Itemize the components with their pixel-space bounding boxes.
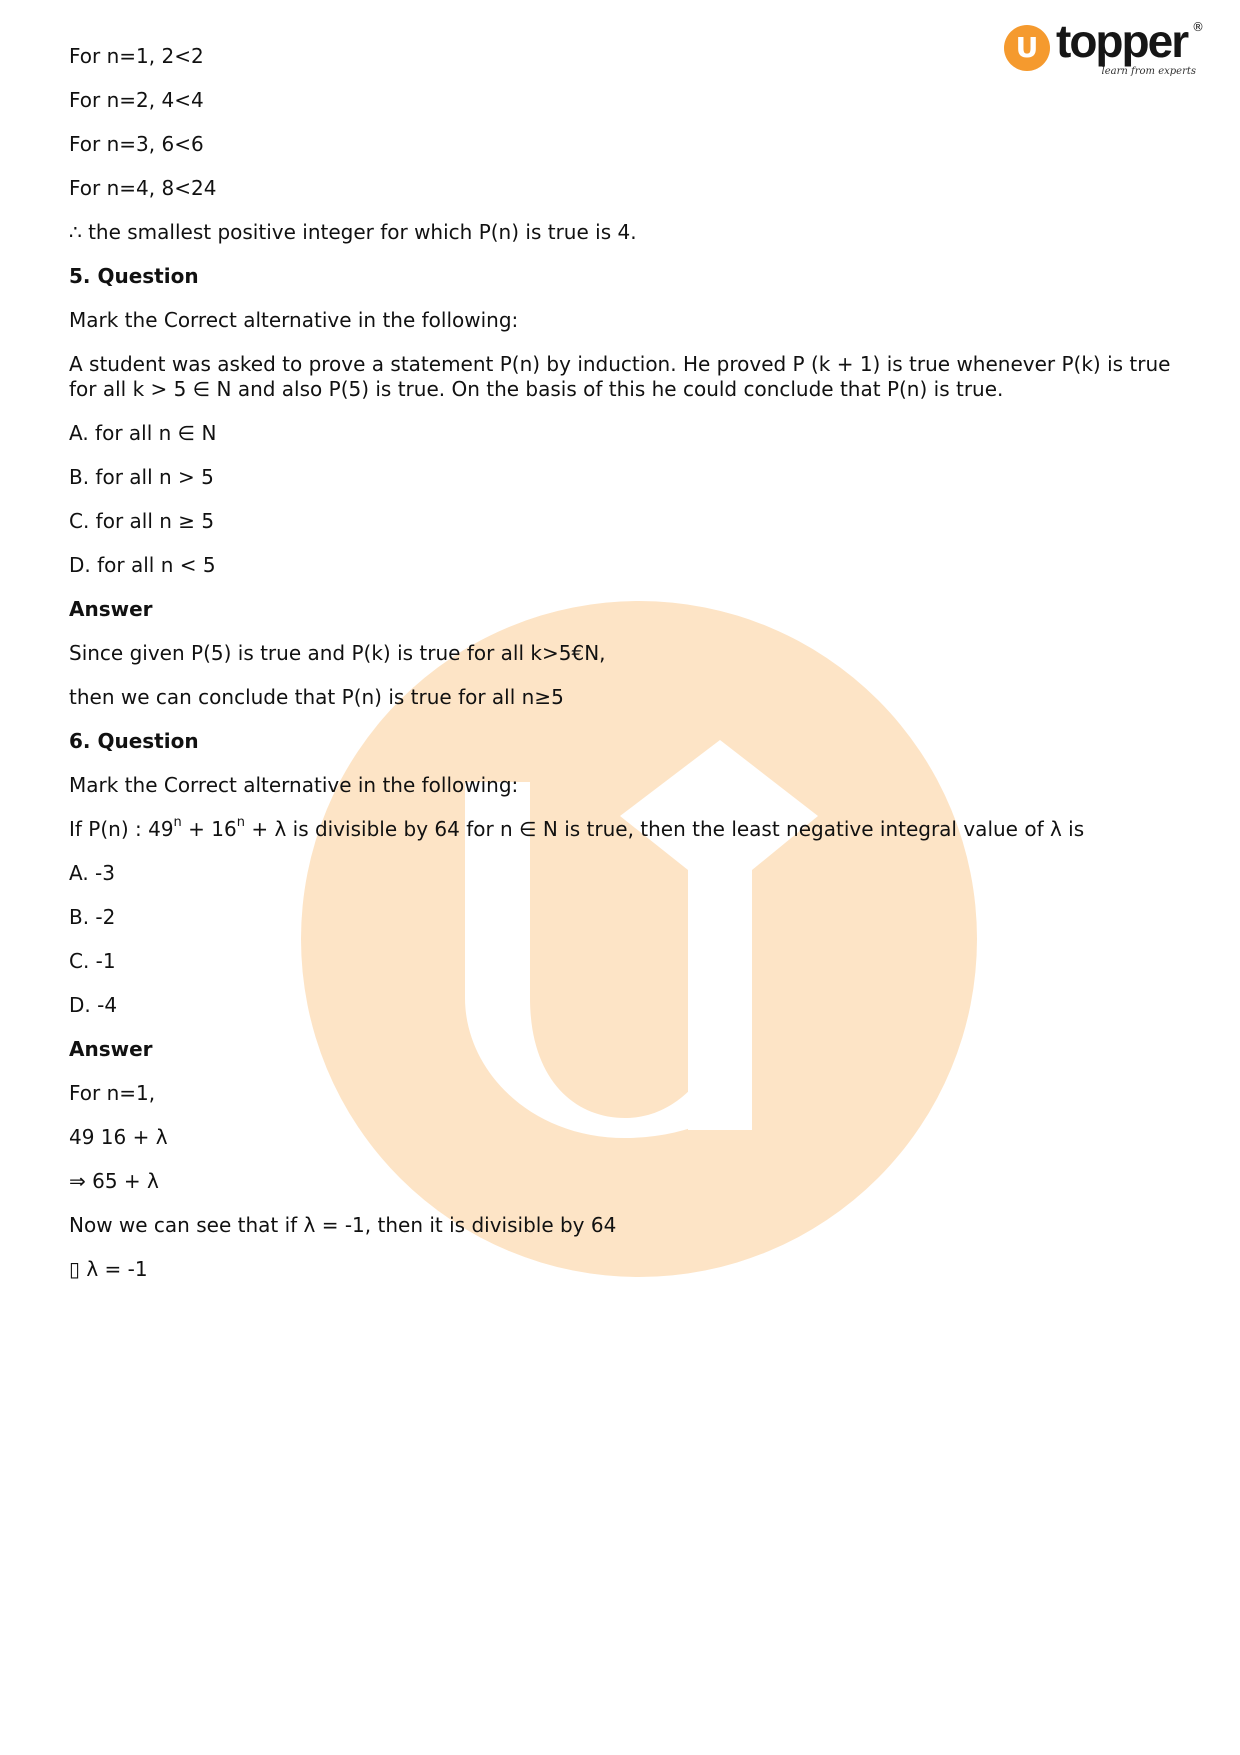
question-6-instruction: Mark the Correct alternative in the following: (69, 773, 519, 797)
question-6-answer-line: ▯ λ = -1 (69, 1257, 148, 1281)
question-5-answer-line: Since given P(5) is true and P(k) is true for all k>5€N, (69, 641, 606, 665)
question-5-answer-line: then we can conclude that P(n) is true for all n≥5 (69, 685, 564, 709)
topper-logo (1004, 15, 1204, 82)
question-5-option-c: C. for all n ≥ 5 (69, 509, 215, 533)
question-6-option-c: C. -1 (69, 949, 116, 973)
intro-line: For n=4, 8<24 (69, 176, 217, 200)
page-content (69, 44, 1179, 1301)
question-6-answer-line: 49 16 + λ (69, 1125, 168, 1149)
intro-line: For n=3, 6<6 (69, 132, 204, 156)
stem-part: + 16 (181, 817, 237, 841)
topper-logo-mark: U (1004, 25, 1050, 71)
question-6-answer-line: ⇒ 65 + λ (69, 1169, 159, 1193)
topper-logo-tagline: learn from experts (1101, 66, 1196, 77)
question-6-answer-line: For n=1, (69, 1081, 156, 1105)
question-6-option-d: D. -4 (69, 993, 118, 1017)
question-5-heading: 5. Question (69, 264, 199, 288)
stem-part: If P(n) : 49 (69, 817, 174, 841)
question-6-option-a: A. -3 (69, 861, 115, 885)
intro-line: For n=1, 2<2 (69, 44, 204, 68)
question-6-answer-line: Now we can see that if λ = -1, then it is divisible by 64 (69, 1213, 617, 1237)
question-5-stem: A student was asked to prove a statement P(n) by induction. He proved P (k + 1) is true whenever P(k) is true for all k > 5 ∈ N and also P(5) is true. On the basis of this he could conclude that P(n) is true. (69, 352, 1171, 401)
question-5-option-a: A. for all n ∈ N (69, 421, 217, 445)
stem-part: + λ is divisible by 64 for n ∈ N is true, then the least negative integral value of λ is (244, 817, 1085, 841)
exponent: n (173, 815, 182, 831)
question-6-stem (69, 817, 1179, 842)
question-5-instruction: Mark the Correct alternative in the following: (69, 308, 519, 332)
exponent: n (236, 815, 245, 831)
topper-logo-wordmark: topper (1056, 15, 1188, 67)
question-6-answer-heading: Answer (69, 1037, 153, 1061)
intro-conclusion: ∴ the smallest positive integer for which P(n) is true is 4. (69, 220, 637, 244)
question-6-option-b: B. -2 (69, 905, 116, 929)
question-6-heading: 6. Question (69, 729, 199, 753)
intro-line: For n=2, 4<4 (69, 88, 204, 112)
question-5-answer-heading: Answer (69, 597, 153, 621)
question-5-option-b: B. for all n > 5 (69, 465, 214, 489)
question-5-option-d: D. for all n < 5 (69, 553, 216, 577)
registered-mark: ® (1192, 20, 1204, 34)
